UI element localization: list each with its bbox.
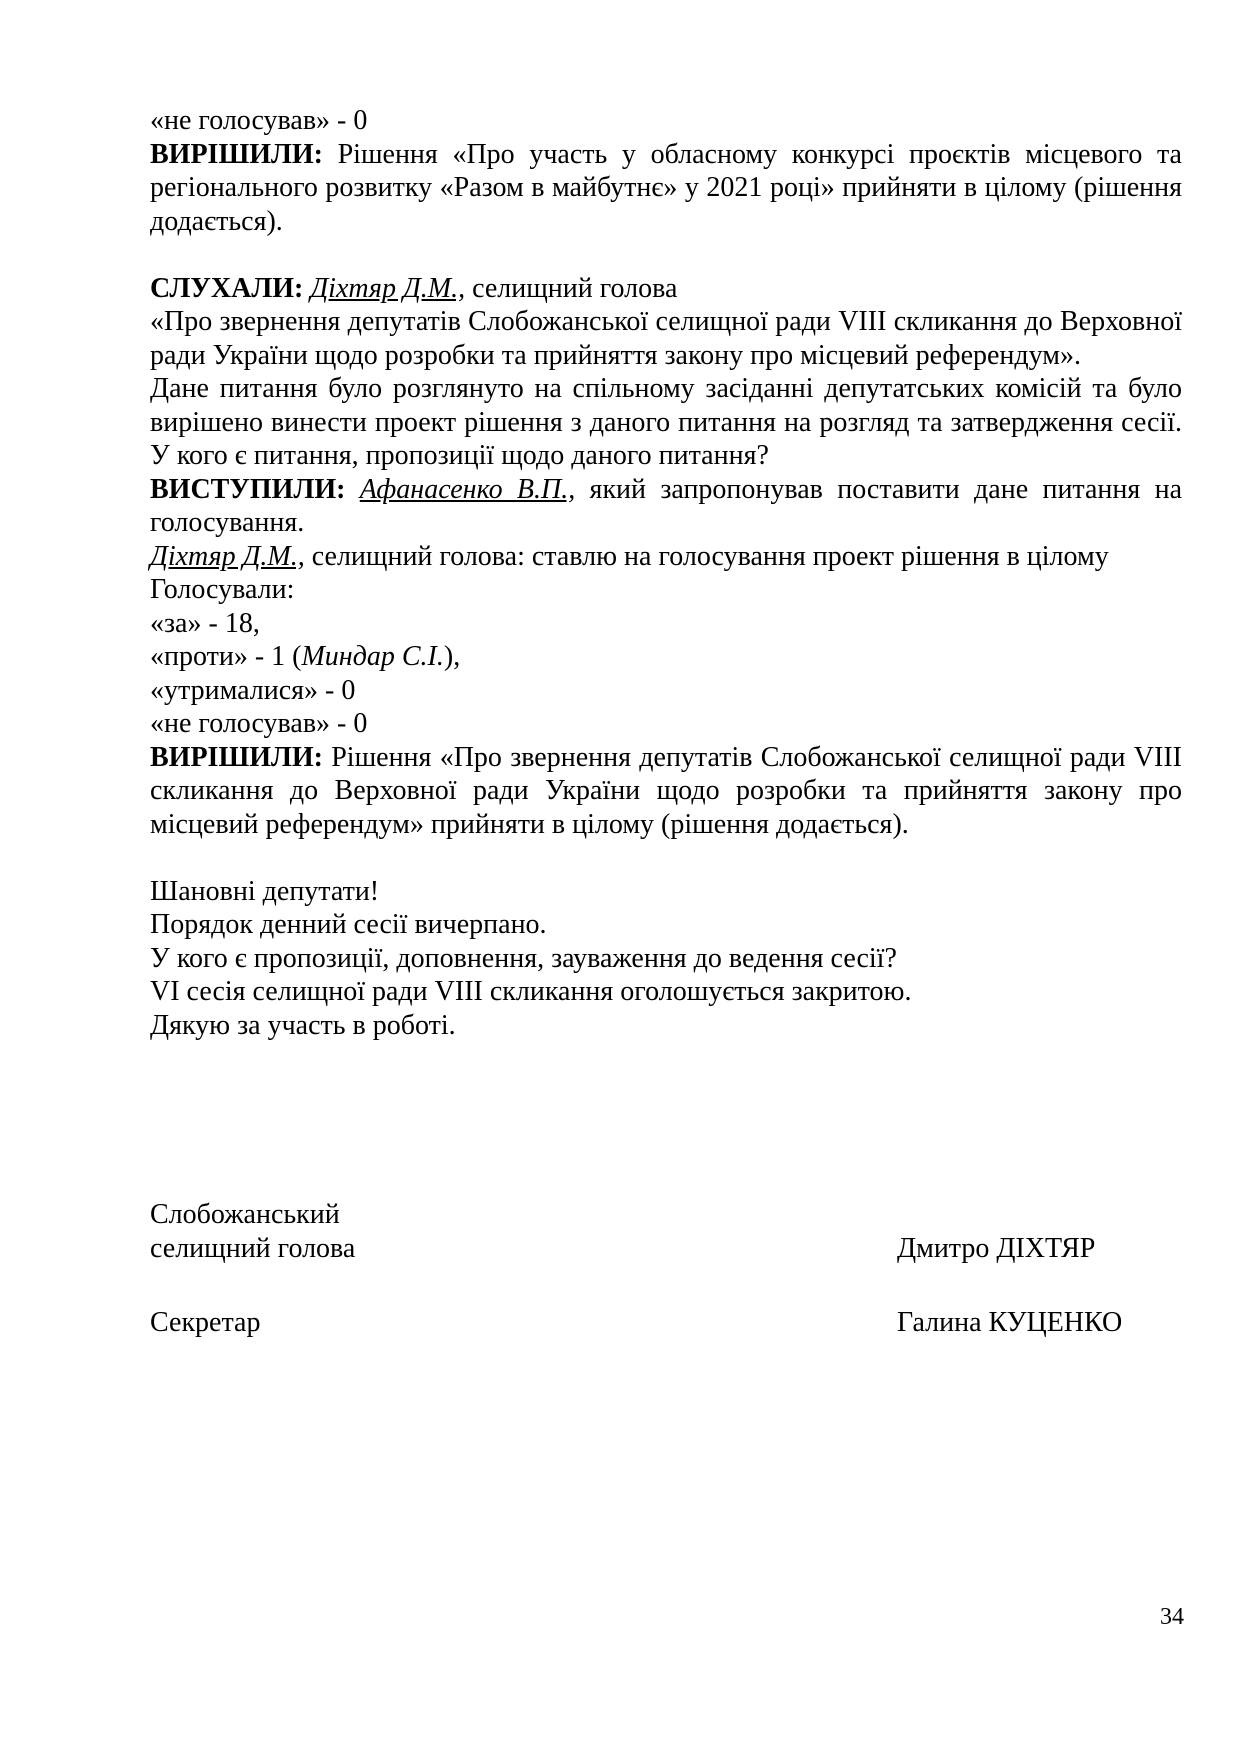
spacer [150,841,1182,875]
spacer [150,238,1182,272]
chair-text: селищний голова: ставлю на голосування проект рішення в цілому [304,540,1109,572]
closing-line-1: Шановні депутати! [150,875,380,907]
chair-speaker: Діхтяр Д.М., [150,540,305,572]
vote-against-suffix: ), [443,641,461,672]
vote-not-voted: «не голосував» - 0 [150,708,368,739]
heard-topic: «Про звернення депутатів Слобожанської селищної ради VIII скликання до Верховної ради України щодо розробки та прийняття закону про місцевий референдум». [150,306,1182,371]
decision-1-text: Рішення «Про участь у обласному конкурсі проєктів місцевого та регіонального розвитку «Разом в майбутнє» у 2021 році» прийняти в цілому (рішення додається). [150,138,1182,237]
vote-against-prefix: «проти» - 1 ( [150,641,302,672]
spoke-paragraph [150,473,1182,540]
spoke-label: ВИСТУПИЛИ: [150,473,346,505]
closing-line-3: У кого є пропозиції, доповнення, зауваження до ведення сесії? [150,942,897,974]
spoke-speaker: Афанасенко В.П., [359,473,576,505]
vote-against-name: Миндар С.І. [301,641,444,672]
heard-note: Дане питання було розглянуто на спільному засіданні депутатських комісій та було вирішено винести проект рішення з даного питання на розгляд та затвердження сесії. У кого є питання, пропозиції щодо даного питання? [150,373,1182,471]
secretary-signature-name: Галина КУЦЕНКО [897,1307,1123,1338]
secretary-signature-title: Секретар [150,1307,261,1338]
vote-abstained: «утрималися» - 0 [150,674,356,706]
decision-2-paragraph [150,741,1182,842]
closing-line-4: VI сесія селищної ради VIII скликання оголошується закритою. [150,976,912,1007]
head-title-line-1: Слобожанський [150,1199,340,1230]
decision-1-paragraph [150,138,1182,239]
head-signature-title [150,1198,355,1266]
minutes-body [150,104,1182,1042]
vote-against [150,640,1182,674]
heard-label: СЛУХАЛИ: [150,272,304,304]
heard-speaker: Діхтяр Д.М., [310,272,466,304]
heard-line [150,272,1182,306]
decision-2-label: ВИРІШИЛИ: [150,741,323,773]
head-title-line-2: селищний голова [150,1233,356,1264]
vote-for: «за» - 18, [150,607,260,639]
vote-header: Голосували: [150,574,295,605]
spoke-text: який запропонував поставити дане питання на голосування. [150,473,1182,538]
decision-2-text: Рішення «Про звернення депутатів Слобожанської селищної ради VIII скликання до Верховної ради України щодо розробки та прийняття закону про місцевий референдум» прийняти в цілому (рішення додається). [150,741,1182,840]
page-number: 34 [1160,1604,1184,1630]
heard-role: селищний голова [465,272,678,304]
decision-1-label: ВИРІШИЛИ: [150,138,323,170]
head-signature-name: Дмитро ДІХТЯР [897,1233,1096,1264]
closing-line-2: Порядок денний сесії вичерпано. [150,909,547,940]
closing-line-5: Дякую за участь в роботі. [150,1009,456,1041]
chair-line [150,540,1182,574]
previous-vote-not-voted: «не голосував» - 0 [150,105,368,136]
